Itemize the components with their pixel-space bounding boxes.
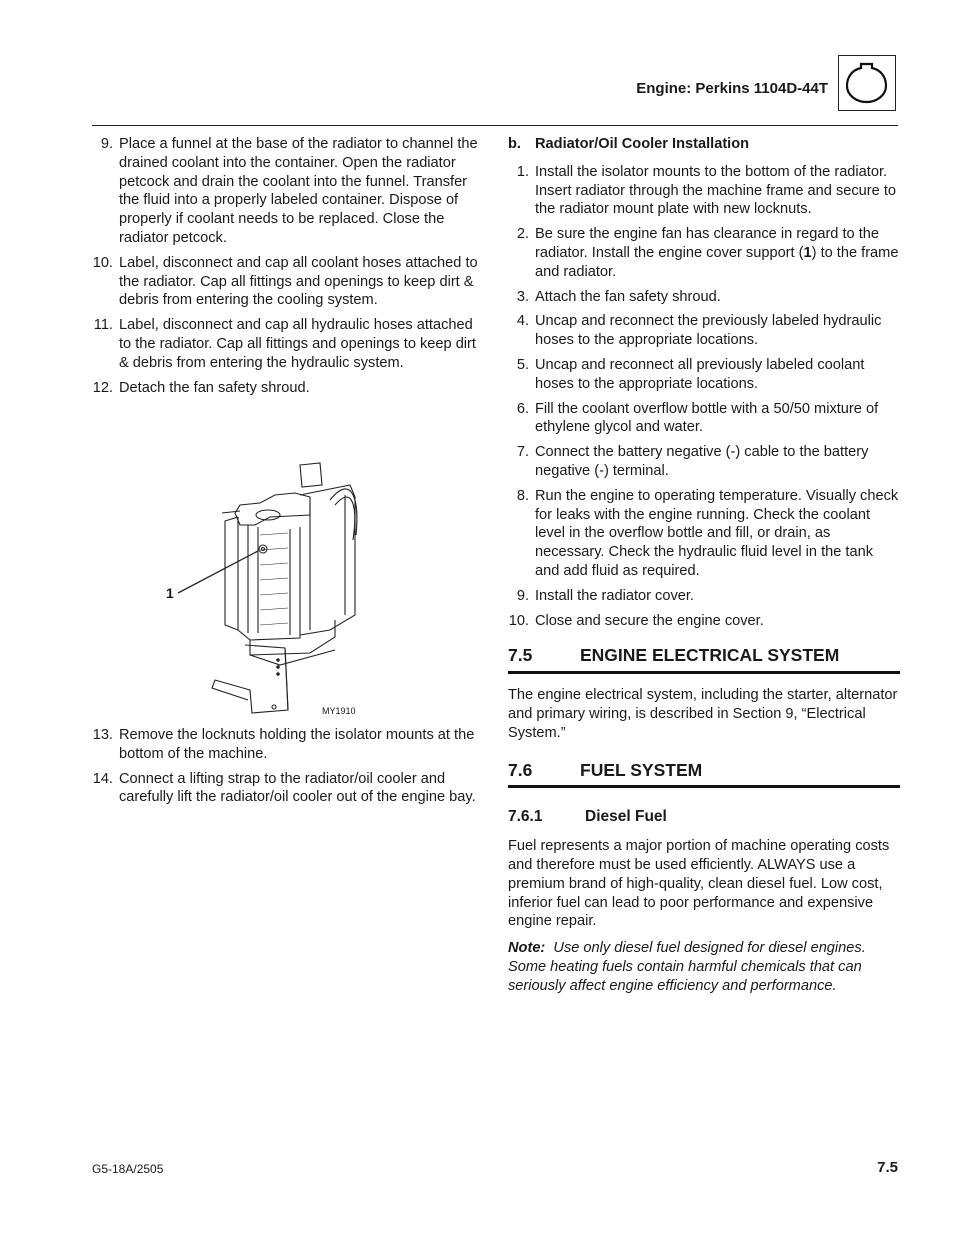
right-column: [508, 135, 900, 1003]
list-item: [508, 487, 900, 581]
section-number: 7.6: [508, 759, 533, 780]
step-number: 13.: [92, 727, 113, 743]
subsection-title: Diesel Fuel: [585, 808, 667, 826]
removal-steps-after: [92, 726, 482, 807]
left-column-after-figure: [92, 726, 482, 813]
list-item: [508, 356, 900, 394]
step-number: 4.: [516, 313, 529, 330]
page-number: 7.5: [877, 1159, 898, 1176]
step-number: 5.: [516, 356, 529, 373]
list-item: [508, 163, 900, 219]
list-item: [92, 726, 482, 764]
list-item: [92, 379, 482, 398]
step-number: 7.: [516, 444, 529, 461]
step-text: Uncap and reconnect the previously labeled hydraulic hoses to the appropriate locations.: [535, 313, 882, 349]
left-column: [92, 135, 482, 403]
step-number: 3.: [516, 288, 529, 305]
subsection-number: 7.6.1: [508, 808, 543, 826]
list-item: [508, 443, 900, 481]
subsection-heading-diesel: [508, 808, 900, 827]
step-number: 10.: [92, 254, 113, 271]
step-text: Place a funnel at the base of the radiator to channel the drained coolant into the container. Open the radiator petcock and drain the coolant into the funnel. Transfer the fluid into a properly labeled container. Dispose of properly if coolant needs to be replaced. Close the radiator petcock.: [119, 136, 478, 246]
step-text: Remove the locknuts holding the isolator mounts at the bottom of the machine.: [119, 727, 475, 762]
section-heading-fuel: [508, 761, 900, 789]
step-text: Fill the coolant overflow bottle with a 50/50 mixture of ethylene glycol and water.: [535, 400, 879, 436]
installation-steps: [508, 163, 900, 631]
section-title: ENGINE ELECTRICAL SYSTEM: [580, 645, 840, 666]
step-text: Close and secure the engine cover.: [535, 612, 764, 629]
installation-heading: [508, 135, 900, 154]
list-item: [508, 288, 900, 307]
section-heading-electrical: [508, 646, 900, 674]
figure-id: MY1910: [322, 706, 356, 716]
step-number: 1.: [516, 163, 529, 180]
callout-reference: 1: [803, 244, 812, 261]
document-id: G5-18A/2505: [92, 1162, 164, 1176]
removal-steps-before: [92, 135, 482, 397]
step-text: Install the radiator cover.: [535, 587, 694, 604]
step-number: 9.: [516, 587, 529, 604]
step-text-start: Be sure the engine fan has clearance in regard to the radiator. Install the engine cover support (: [535, 226, 879, 261]
subsection-body-diesel: Fuel represents a major portion of machine operating costs and therefore must be used efficiently. ALWAYS use a premium brand of high-quality, clean diesel fuel. Low cost, inferior fuel can lead to poor performance and expensive engine repair.: [508, 838, 890, 930]
list-item: [92, 770, 482, 808]
step-text: Connect the battery negative (-) cable to the battery negative (-) terminal.: [535, 444, 869, 479]
step-number: 10.: [508, 612, 529, 629]
step-number: 14.: [92, 770, 113, 787]
step-text: Attach the fan safety shroud.: [535, 288, 721, 305]
step-number: 12.: [92, 379, 113, 396]
step-number: 6.: [516, 400, 529, 417]
note-text: Use only diesel fuel designed for diesel engines. Some heating fuels contain harmful chemicals that can seriously affect engine efficiency and performance.: [508, 940, 866, 994]
figure-callout: 1: [166, 585, 174, 601]
installation-heading-label: b.: [508, 136, 521, 152]
list-item: [508, 400, 900, 438]
step-text: Label, disconnect and cap all coolant hoses attached to the radiator. Cap all fittings and openings to keep dirt & debris from entering the cooling system.: [119, 254, 478, 309]
step-number: 2.: [516, 226, 529, 243]
list-item: [508, 587, 900, 606]
installation-heading-text: Radiator/Oil Cooler Installation: [535, 136, 750, 152]
engine-icon: [838, 55, 896, 111]
list-item: [508, 312, 900, 350]
section-number: 7.5: [508, 645, 533, 666]
note-label: Note:: [508, 940, 546, 957]
list-item: [92, 316, 482, 372]
section-title: FUEL SYSTEM: [580, 759, 703, 780]
step-text: Label, disconnect and cap all hydraulic hoses attached to the radiator. Cap all fittings and openings to keep dirt & debris from entering the hydraulic system.: [119, 317, 476, 371]
radiator-illustration: [160, 455, 380, 720]
section-body-electrical: The engine electrical system, including the starter, alternator and primary wiring, is described in Section 9, “Electrical System.”: [508, 687, 898, 741]
list-item: [508, 612, 900, 631]
step-number: 8.: [516, 487, 529, 504]
step-text: Run the engine to operating temperature. Visually check for leaks with the engine running. Check the coolant level in the overflow bottle and fill, or drain, as necessary. Check the hydraulic fluid level in the tank and add fluid as required.: [535, 487, 899, 579]
header-title: Engine: Perkins 1104D-44T: [636, 80, 828, 97]
list-item: [92, 135, 482, 248]
note: [508, 939, 900, 995]
step-text: Uncap and reconnect all previously labeled coolant hoses to the appropriate locations.: [535, 356, 865, 392]
list-item: [92, 254, 482, 310]
engine-outline-icon: [839, 56, 894, 109]
step-number: 9.: [100, 136, 113, 152]
step-number: 11.: [93, 317, 113, 334]
step-text: Connect a lifting strap to the radiator/oil cooler and carefully lift the radiator/oil cooler out of the engine bay.: [119, 770, 476, 806]
list-item: [508, 225, 900, 281]
header-rule: [92, 125, 898, 126]
step-text: Detach the fan safety shroud.: [119, 379, 310, 396]
step-text: Install the isolator mounts to the bottom of the radiator. Insert radiator through the machine frame and secure to the radiator mount plate with new locknuts.: [535, 163, 896, 218]
radiator-figure: [160, 455, 380, 720]
step-text-end: ) to the frame and radiator.: [535, 244, 899, 280]
